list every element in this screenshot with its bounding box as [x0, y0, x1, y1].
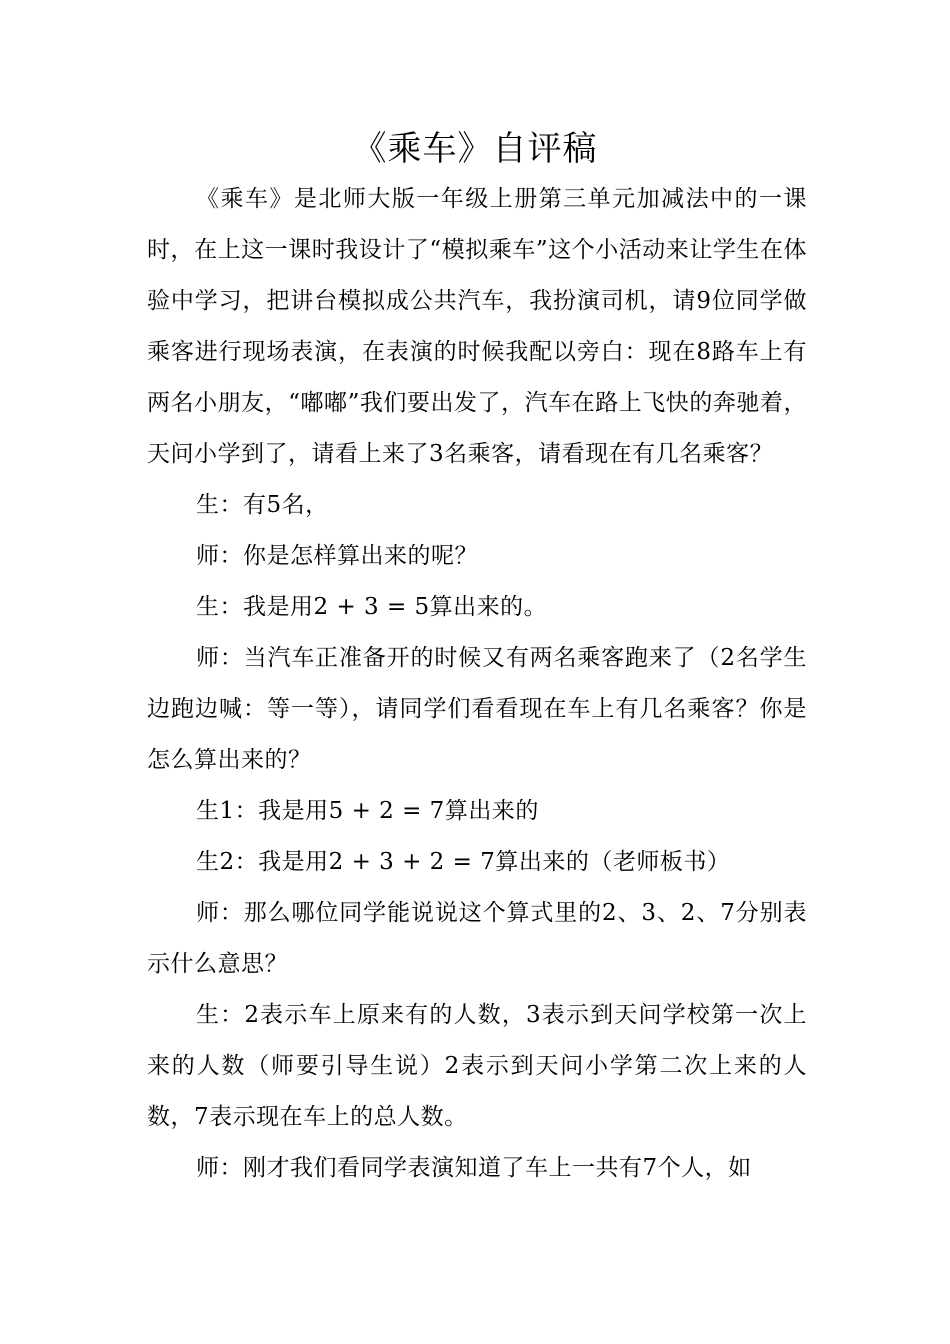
paragraph-student1-answer: 生1：我是用5 + 2 = 7算出来的 [196, 798, 539, 824]
paragraph-teacher-question-1: 师：你是怎样算出来的呢？ [196, 543, 478, 569]
document-body [147, 174, 807, 1194]
paragraph-intro: 《乘车》是北师大版一年级上册第三单元加减法中的一课时，在上这一课时我设计了“模拟乘车”这个小活动来让学生在体验中学习，把讲台模拟成公共汽车，我扮演司机，请9位同学做乘客进行现场表演，在表演的时候我配以旁白：现在8路车上有两名小朋友，“嘟嘟”我们要出发了，汽车在路上飞快的奔驰着，天问小学到了，请看上来了3名乘客，请看现在有几名乘客？ [147, 186, 807, 467]
paragraph-student-answer-2: 生：我是用2 + 3 = 5算出来的。 [196, 594, 548, 620]
document-title: 《乘车》自评稿 [352, 129, 598, 169]
paragraph-student-answer-3: 生：2表示车上原来有的人数，3表示到天问学校第一次上来的人数（师要引导生说）2表示到天问小学第二次上来的人数，7表示现在车上的总人数。 [147, 1002, 807, 1130]
paragraph-student2-answer: 生2：我是用2 + 3 + 2 = 7算出来的（老师板书） [196, 849, 731, 875]
paragraph-teacher-question-2: 师：当汽车正准备开的时候又有两名乘客跑来了（2名学生边跑边喊：等一等），请同学们看看现在车上有几名乘客？你是怎么算出来的？ [147, 645, 807, 773]
paragraph-student-answer-1: 生：有5名， [196, 492, 329, 518]
paragraph-teacher-statement: 师：刚才我们看同学表演知道了车上一共有7个人，如 [196, 1155, 752, 1181]
paragraph-teacher-question-3: 师：那么哪位同学能说说这个算式里的2、3、2、7分别表示什么意思？ [147, 900, 807, 977]
